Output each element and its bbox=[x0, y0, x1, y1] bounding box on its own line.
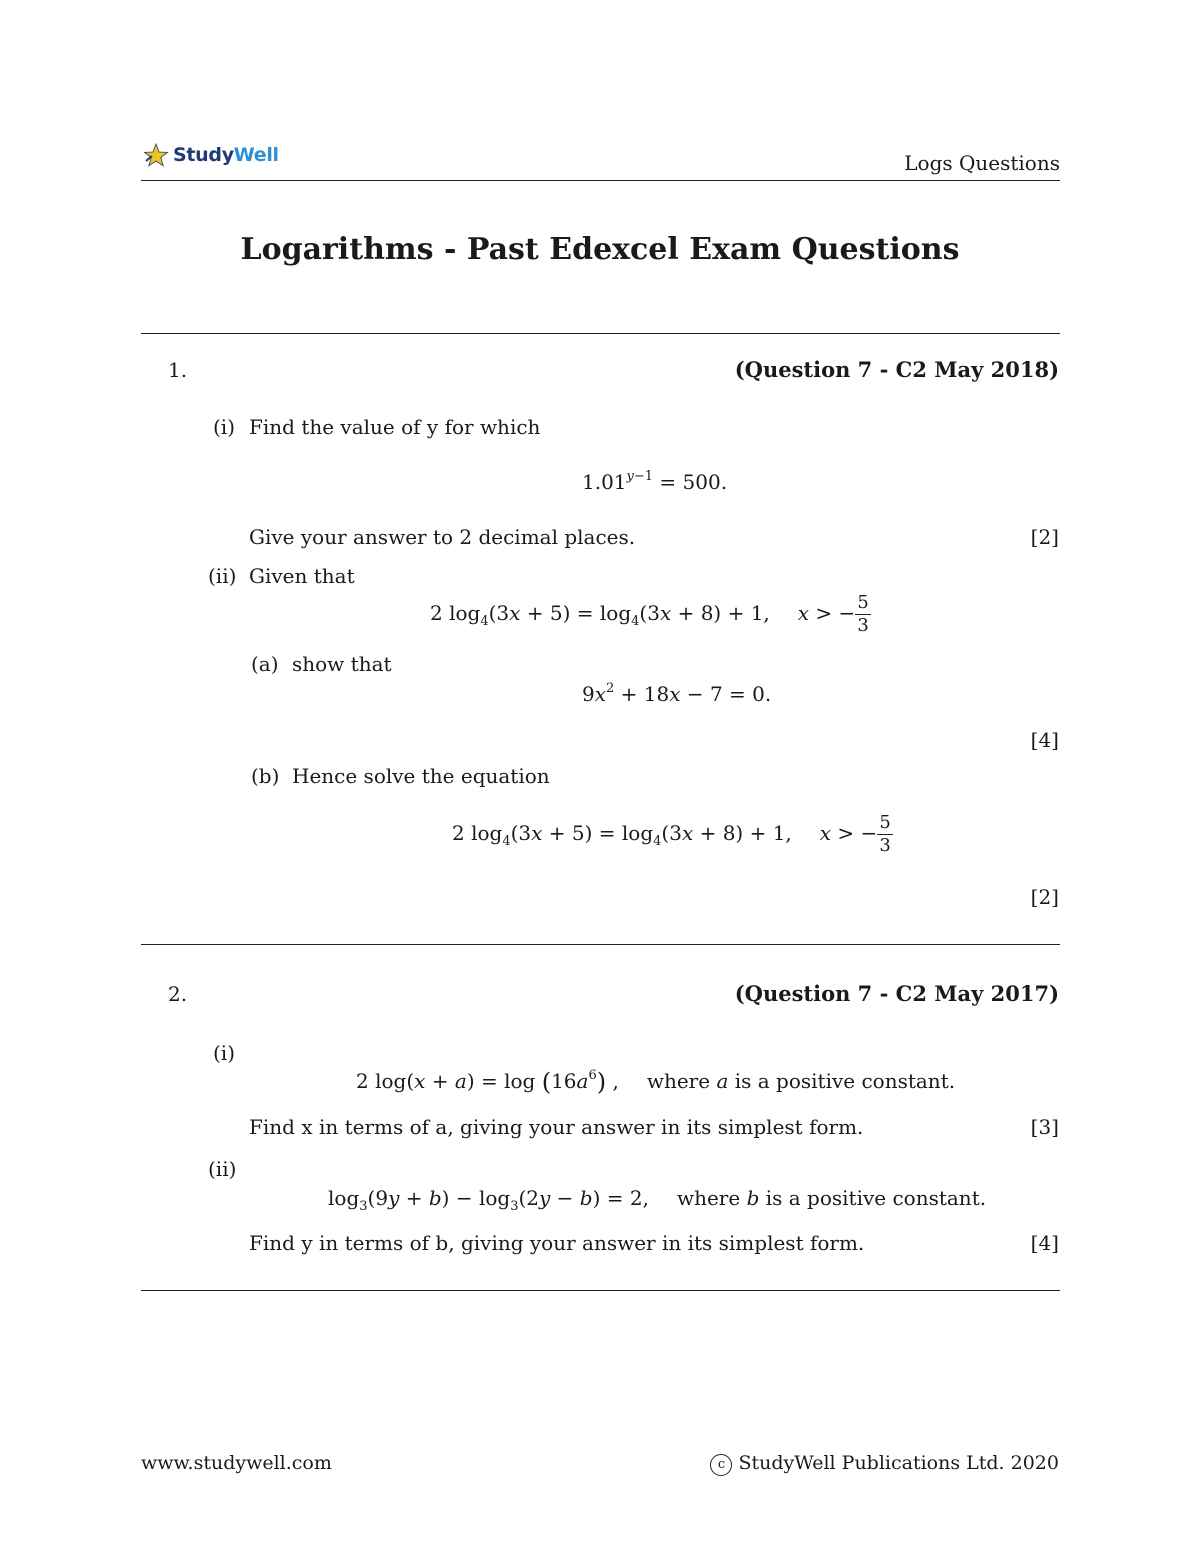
q1-part-ii-label: (ii) bbox=[208, 564, 237, 588]
q2-part-i-label: (i) bbox=[213, 1041, 236, 1065]
footer-copyright bbox=[710, 1452, 1059, 1476]
page-title: Logarithms - Past Edexcel Exam Questions bbox=[240, 232, 960, 267]
q2-part-i-text: Find x in terms of a, giving your answer in its simplest form. bbox=[249, 1115, 864, 1139]
divider bbox=[141, 1290, 1060, 1291]
q2-part-i-marks: [3] bbox=[1030, 1115, 1059, 1139]
q1-part-i-text: Find the value of y for which bbox=[249, 415, 541, 439]
question-1-source: (Question 7 - C2 May 2018) bbox=[734, 357, 1059, 382]
q2-equation-1: 2 $\log(x + a) = \log (16a^6)$ , where a is a positive constant. bbox=[356, 1068, 956, 1096]
question-2-source: (Question 7 - C2 May 2017) bbox=[734, 981, 1059, 1006]
q2-part-ii-text: Find y in terms of b, giving your answer in its simplest form. bbox=[249, 1231, 865, 1255]
q1-part-i-label: (i) bbox=[213, 415, 236, 439]
q1-part-a-label: (a) bbox=[251, 652, 279, 676]
q1-part-b-text: Hence solve the equation bbox=[292, 764, 550, 788]
footer-website: www.studywell.com bbox=[141, 1452, 332, 1474]
logo-study-text: Study bbox=[173, 144, 234, 166]
q1-part-i-instruction: Give your answer to 2 decimal places. bbox=[249, 525, 636, 549]
studywell-logo bbox=[143, 140, 279, 170]
q1-part-b-label: (b) bbox=[251, 764, 280, 788]
divider bbox=[141, 944, 1060, 945]
q1-equation-4: 2 $\log_4(3x + 5) = \log_4(3x + 8) + 1$, x > − $\frac{5}{3}$ bbox=[452, 812, 891, 856]
question-1-number: 1. bbox=[168, 358, 188, 382]
q1-part-ii-text: Given that bbox=[249, 564, 355, 588]
q1-equation-3: $9x^2 + 18x - 7 = 0$. bbox=[582, 681, 772, 706]
q2-part-ii-label: (ii) bbox=[208, 1157, 237, 1181]
q1-equation-1: $1.01^{y-1} = 500$. bbox=[582, 469, 728, 494]
q2-part-ii-marks: [4] bbox=[1030, 1231, 1059, 1255]
q1-equation-2: 2 $\log_4(3x + 5) = \log_4(3x + 8) + 1$, x > − $\frac{5}{3}$ bbox=[430, 592, 869, 636]
q1-part-b-marks: [2] bbox=[1030, 885, 1059, 909]
divider bbox=[141, 333, 1060, 334]
footer-copyright-text: StudyWell Publications Ltd. 2020 bbox=[738, 1452, 1059, 1474]
header-divider bbox=[141, 180, 1060, 181]
logo-well-text: Well bbox=[233, 144, 279, 166]
copyright-icon: c bbox=[710, 1454, 732, 1476]
q1-part-a-marks: [4] bbox=[1030, 728, 1059, 752]
q1-part-a-text: show that bbox=[292, 652, 392, 676]
q2-equation-2: $\log_3(9y + b) - \log_3(2y - b) = 2$, where b is a positive constant. bbox=[328, 1186, 987, 1214]
star-icon bbox=[143, 142, 169, 168]
header-section-title: Logs Questions bbox=[904, 151, 1060, 175]
question-2-number: 2. bbox=[168, 982, 188, 1006]
q1-part-i-marks: [2] bbox=[1030, 525, 1059, 549]
